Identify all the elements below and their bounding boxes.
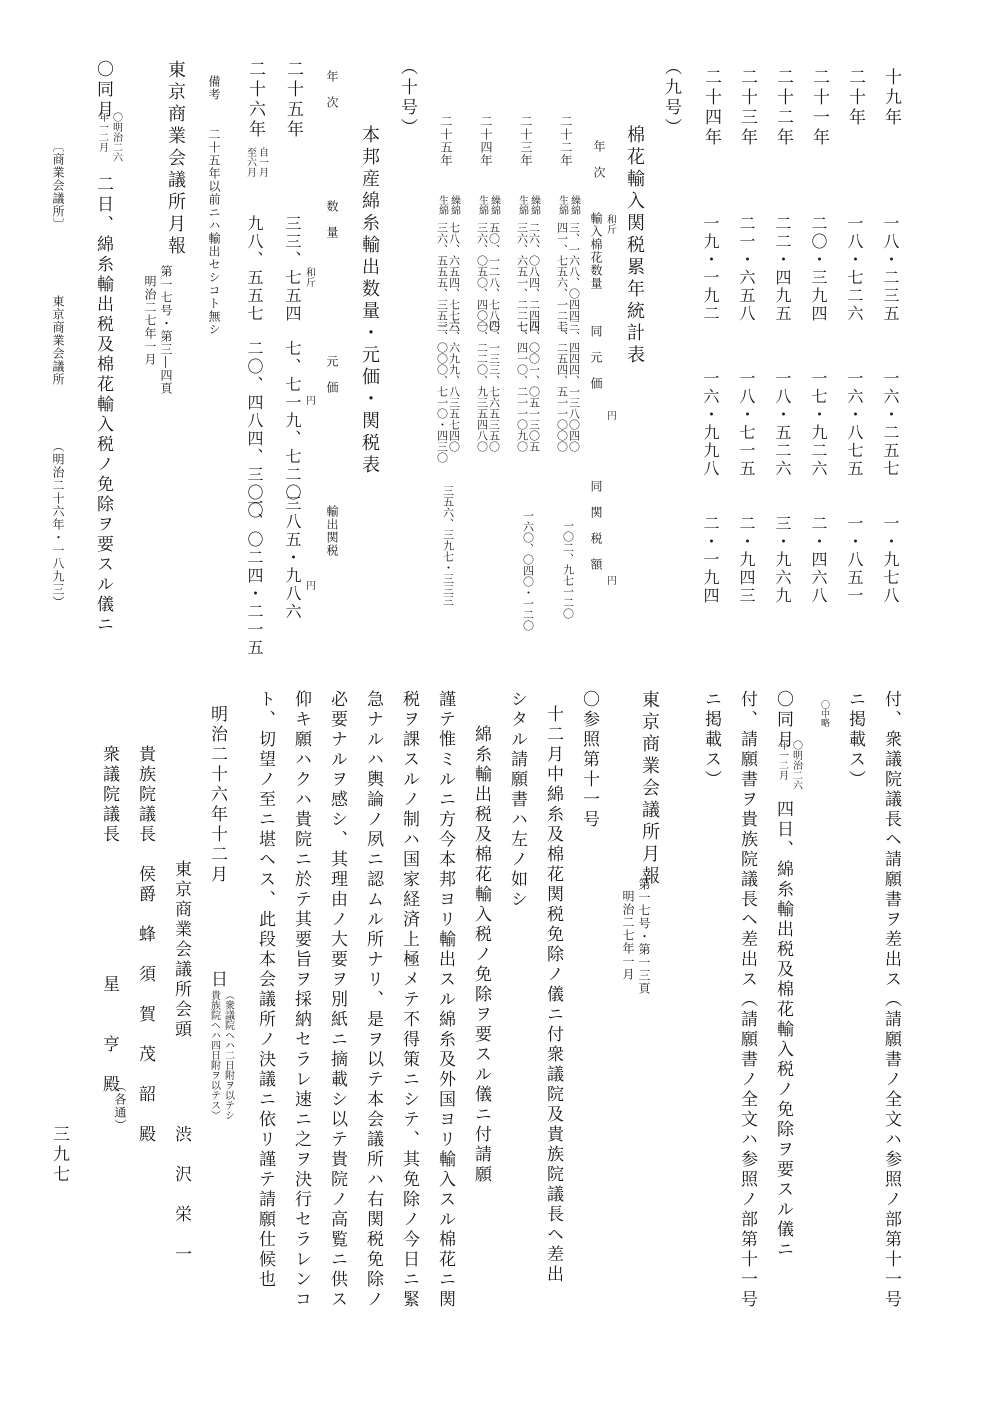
type-label: 生綿 xyxy=(556,195,568,215)
petition-title: 綿糸輸出税及棉花輸入税ノ免除ヲ要スル儀ニ付請願 xyxy=(471,725,491,1185)
table-cell: 一、〇〇〇、七一〇・四三〇 xyxy=(435,320,449,463)
type-label: 繰綿 xyxy=(448,195,460,215)
text-line: 十二月中綿糸及棉花関税免除ノ儀ニ付衆議院及貴族院議長ヘ差出 xyxy=(543,705,563,1285)
year-range: 至六月 xyxy=(244,147,256,177)
petition-line: 急ナルハ輿論ノ夙ニ認ムル所ナリ、是ヲ以テ本会議所ハ右関税免除ノ xyxy=(363,690,383,1310)
text-line: シタル請願書ハ左ノ如シ xyxy=(507,690,527,910)
table-cell: 三、四四四、一三八〇四〇 xyxy=(567,320,581,452)
type-label: 繰綿 xyxy=(528,195,540,215)
table-cell: 九八、五五七 xyxy=(245,215,264,323)
table-cell: 二〇・三九四 xyxy=(809,215,828,323)
table-cell: 一六〇、〇四〇・一二〇 xyxy=(521,510,535,631)
petition-date-day: 日 xyxy=(207,970,227,990)
recipient: 衆議院議長 xyxy=(99,745,119,845)
unit-label: 円 xyxy=(604,575,616,585)
table-cell: 三六、五五五、三五三 xyxy=(435,222,449,332)
column-header-year: 年 次 xyxy=(592,140,606,179)
bulletin-title: 東京商業会議所月報 xyxy=(639,690,660,888)
entry-date: 年一二月 xyxy=(96,112,108,152)
table-row-year: 二十五年 xyxy=(283,60,303,140)
table-cell: 四、一三三、七六五三五〇 xyxy=(487,320,501,452)
table-cell: 一七・九二六 xyxy=(809,370,828,478)
table-cell: 三、一六八、〇四四 xyxy=(567,222,581,321)
table-cell: 三六、〇五〇、四〇〇 xyxy=(475,222,489,332)
sender-name: 渋 沢 栄 一 xyxy=(171,1125,191,1265)
table-cell: 一・八五一 xyxy=(845,515,864,605)
unit-label: 円 xyxy=(303,580,315,590)
text-line: 付、衆議院議長ヘ請願書ヲ差出ス（請願書ノ全文ハ参照ノ部第十一号 xyxy=(881,690,901,1310)
column-header-quantity: 数 量 xyxy=(325,200,339,239)
table-row-year: 二十四年 xyxy=(701,68,721,148)
table-cell: 一八・五二六 xyxy=(773,370,792,478)
column-header-price: 元 価 xyxy=(325,355,339,394)
type-label: 繰綿 xyxy=(568,195,580,215)
section-label-10: （十号） xyxy=(397,58,417,138)
table-row-year: 二十年 xyxy=(845,68,865,128)
recipient-note: （各通） xyxy=(113,1080,127,1132)
table-cell: 一六・九九八 xyxy=(701,370,720,478)
entry-text: 四日、綿糸輸出税及棉花輸入税ノ免除ヲ要スル儀ニ xyxy=(773,800,793,1260)
text-line: ニ掲載ス） xyxy=(701,690,721,790)
entry-date: 〇明治二六 xyxy=(110,112,122,162)
bulletin-title: 東京商業会議所月報 xyxy=(165,60,186,258)
table-cell: 二、二五四、五一一〇〇〇 xyxy=(555,320,569,452)
table-cell: 一八・二三五 xyxy=(881,215,900,323)
text-line: ニ掲載ス） xyxy=(845,690,865,790)
entry-date: 〇明治二六 xyxy=(790,740,802,790)
petition-line: 仰キ願ハクハ貴院ニ於テ其要旨ヲ採納セラレ速ニ之ヲ決行セラレンコ xyxy=(291,690,311,1310)
table-cell: 二・九四三 xyxy=(737,515,756,605)
table-title: 本邦産綿糸輸出数量・元価・関税表 xyxy=(359,125,380,477)
table-row-year: 二十三年 xyxy=(737,68,757,148)
unit-label: 円 xyxy=(303,395,315,405)
table-cell: 一九・一九二 xyxy=(701,215,720,323)
table-cell: 三五六、三九七・三三三 xyxy=(441,485,455,606)
table-cell: 七、七一九、七二〇 xyxy=(283,340,302,502)
table-cell: 二・四六八 xyxy=(809,515,828,605)
table-cell: 一六・二五七 xyxy=(881,370,900,478)
table-cell: 二二・四九五 xyxy=(773,215,792,323)
column-header-quantity: 輸入棉花数量 xyxy=(589,212,603,290)
table-cell: 三・九六九 xyxy=(773,515,792,605)
petition-line: ト、切望ノ至ニ堪ヘス、此段本会議所ノ決議ニ依リ謹テ請願仕候也 xyxy=(255,690,275,1290)
unit-label: 和斤 xyxy=(303,267,315,287)
table-cell: 一・九七八 xyxy=(881,515,900,605)
table-cell: 三三、七五四 xyxy=(283,215,302,323)
table-cell: 一〇二、九七一二〇 xyxy=(561,520,575,619)
entry-date: 年一二月 xyxy=(776,740,788,780)
year-range: 自一月 xyxy=(256,147,268,177)
text-line: 付、請願書ヲ貴族院議長ヘ差出ス（請願書ノ全文ハ参照ノ部第十一号 xyxy=(737,690,757,1310)
type-label: 生綿 xyxy=(516,195,528,215)
omission-mark: 〇中略 xyxy=(819,700,829,727)
table-cell: 三六、六五一、二二七 xyxy=(515,222,529,332)
page-number: 三九七 xyxy=(49,1125,69,1185)
table-title: 棉花輸入関税累年統計表 xyxy=(624,125,645,367)
table-row-year: 十九年 xyxy=(881,68,901,128)
table-cell: 二・一九四 xyxy=(701,515,720,605)
table-cell: 一六・八七五 xyxy=(845,370,864,478)
table-cell: 一、四一〇、二一一〇九〇 xyxy=(515,320,529,452)
unit-label: 円 xyxy=(604,410,616,420)
note-label: 備考 xyxy=(207,75,221,101)
bulletin-date: 明治二七年一月 xyxy=(621,890,635,981)
table-row-year: 二十二年 xyxy=(773,68,793,148)
reference-heading: 〇参照第十一号 xyxy=(579,690,599,830)
bulletin-issue: 第一七号・第三―四頁 xyxy=(159,265,173,395)
table-cell: 三八五・九八六 xyxy=(283,495,302,621)
table-cell: 一、〇二四・二一五 xyxy=(245,495,264,657)
entry-prefix: 〇同月 xyxy=(773,690,793,750)
table-cell: 五〇、一二八、七八〇 xyxy=(487,222,501,332)
entry-prefix: 〇同月 xyxy=(93,60,113,120)
bulletin-issue: 第一七号・第一三頁 xyxy=(637,878,651,995)
table-cell: 七八、六五四、七七三 xyxy=(447,222,461,332)
table-cell: 一、二二〇、九三五四八〇 xyxy=(475,320,489,452)
unit-label: 和斤 xyxy=(604,214,616,234)
date-note: 貴族院ヘハ四日附ヲ以テス） xyxy=(208,990,220,1120)
table-cell: 二一・六五八 xyxy=(737,215,756,323)
recipient: 貴族院議長 侯爵 蜂 須 賀 茂 韶 殿 xyxy=(135,745,155,1145)
table-cell: 六、六九九、八三五七四〇 xyxy=(447,320,461,452)
table-cell: 一八・七一五 xyxy=(737,370,756,478)
section-label-9: （九号） xyxy=(661,58,681,138)
table-note: 二十五年以前ニハ輸出セシコト無シ xyxy=(207,128,221,336)
column-header-price: 同 元 価 xyxy=(589,325,603,390)
petition-line: 必要ナルヲ感シ、其理由ノ大要ヲ別紙ニ摘載シ以テ貴院ノ高覧ニ供ス xyxy=(327,690,347,1310)
table-row-year: 二十五年 xyxy=(439,115,453,167)
petition-line: 謹テ惟ミルニ方今本邦ヨリ輸出スル綿糸及外国ヨリ輸入スル棉花ニ関 xyxy=(435,690,455,1310)
table-row-year: 二十二年 xyxy=(559,115,573,167)
table-row-year: 二十一年 xyxy=(809,68,829,148)
entry-text: 二日、綿糸輸出税及棉花輸入税ノ免除ヲ要スル儀ニ xyxy=(93,175,113,635)
column-header-year: 年 次 xyxy=(325,70,339,109)
date-note: （衆議院ヘハ二日附ヲ以テシ xyxy=(222,990,234,1120)
table-row-year: 二十三年 xyxy=(519,115,533,167)
type-label: 繰綿 xyxy=(488,195,500,215)
petition-line: 税ヲ課スルノ制ハ国家経済上極メテ不得策ニシテ、其免除ノ今日ニ緊 xyxy=(399,690,419,1310)
table-cell: 一八・七二六 xyxy=(845,215,864,323)
recipient-name: 星 亨 殿 xyxy=(99,975,119,1095)
source-org: 東京商業会議所 xyxy=(51,295,65,386)
table-cell: 二六、〇八四、二四四 xyxy=(527,222,541,332)
table-row-year: 二十六年 xyxy=(245,60,265,140)
column-header-tax: 輸出関税 xyxy=(325,505,339,557)
table-cell: 四、〇〇一、〇五一三〇五 xyxy=(527,320,541,452)
table-row-year: 二十四年 xyxy=(479,115,493,167)
type-label: 生綿 xyxy=(436,195,448,215)
table-cell: 四一、七五六、一二七 xyxy=(555,222,569,332)
column-header-tax: 同 関 税 額 xyxy=(589,480,603,571)
source-label: 〔商業会議所〕 xyxy=(51,140,65,231)
type-label: 生綿 xyxy=(476,195,488,215)
petition-date: 明治二十六年十二月 xyxy=(207,705,227,885)
sender-title: 東京商業会議所会頭 xyxy=(171,860,191,1040)
table-cell: 二〇、四八四、三〇〇 xyxy=(245,340,264,520)
source-year: （明治二十六年・一八九三） xyxy=(51,440,65,609)
bulletin-date: 明治二七年一月 xyxy=(143,275,157,366)
